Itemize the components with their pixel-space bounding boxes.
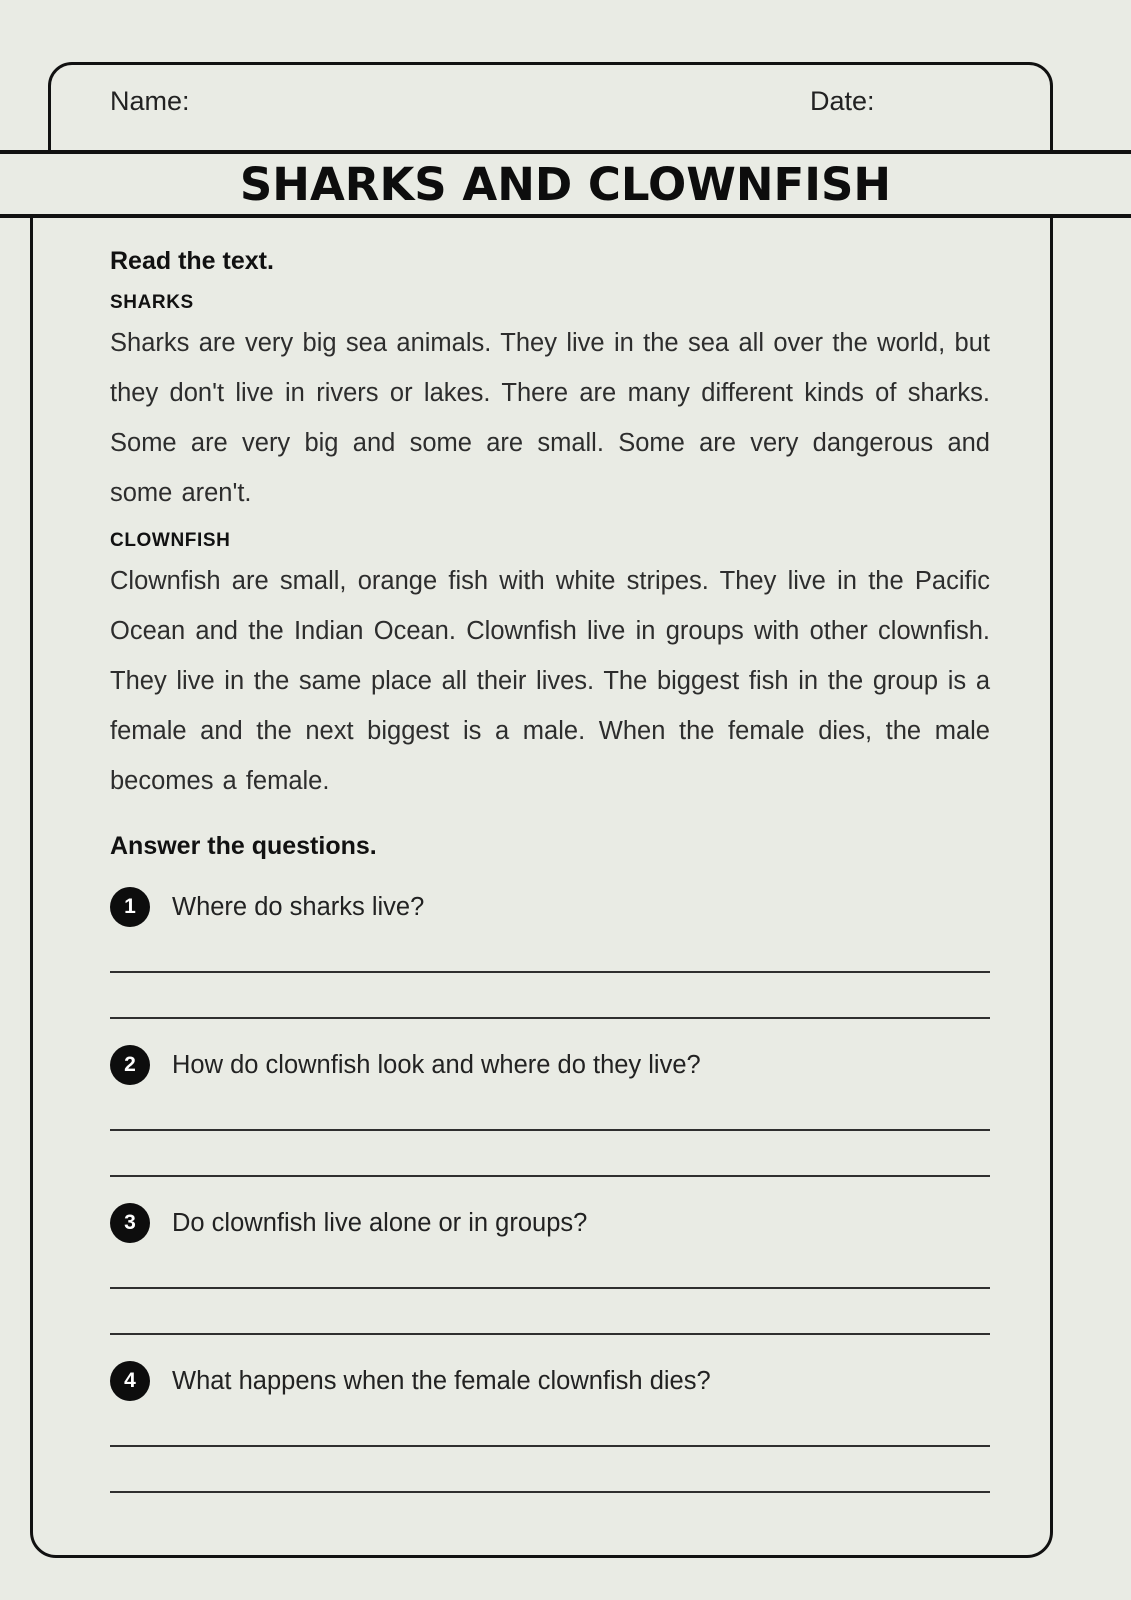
question-text: Do clownfish live alone or in groups?	[172, 1208, 588, 1237]
clownfish-paragraph: Clownfish are small, orange fish with white stripes. They live in the Pacific Ocean and the Indian Ocean. Clownfish live in groups with other clownfish. They live in the same place all their lives. The biggest fish in the group is a female and the next biggest is a male. When the female dies, the male becomes a female.	[110, 567, 990, 795]
question-block-1	[110, 887, 990, 1019]
question-block-4	[110, 1361, 990, 1493]
question-text: What happens when the female clownfish dies?	[172, 1366, 711, 1395]
answer-line	[110, 1447, 990, 1493]
read-instruction: Read the text.	[110, 247, 274, 275]
answer-line	[110, 1085, 990, 1131]
question-number-badge: 4	[110, 1361, 150, 1401]
sharks-paragraph: Sharks are very big sea animals. They live in the sea all over the world, but they don't live in rivers or lakes. There are many different kinds of sharks. Some are very big and some are small. Some are very dangerous and some aren't.	[110, 329, 990, 507]
section-heading-clownfish: CLOWNFISH	[110, 530, 231, 551]
answer-line	[110, 1131, 990, 1177]
answer-line	[110, 1289, 990, 1335]
answer-line	[110, 1401, 990, 1447]
answer-line	[110, 973, 990, 1019]
section-heading-sharks: SHARKS	[110, 292, 194, 313]
question-text: How do clownfish look and where do they live?	[172, 1050, 701, 1079]
question-number-badge: 2	[110, 1045, 150, 1085]
page-title: SHARKS AND CLOWNFISH	[239, 157, 892, 211]
answer-line	[110, 1243, 990, 1289]
answer-line	[110, 927, 990, 973]
question-block-3	[110, 1203, 990, 1335]
question-row	[110, 1045, 990, 1085]
question-number-badge: 3	[110, 1203, 150, 1243]
question-number-badge: 1	[110, 887, 150, 927]
question-row	[110, 1203, 990, 1243]
question-row	[110, 1361, 990, 1401]
worksheet-body-box	[30, 157, 1053, 1558]
date-label: Date:	[810, 86, 875, 116]
title-banner	[0, 150, 1131, 218]
answer-instruction: Answer the questions.	[110, 832, 377, 860]
question-row	[110, 887, 990, 927]
worksheet-content	[33, 221, 1050, 1493]
question-block-2	[110, 1045, 990, 1177]
question-text: Where do sharks live?	[172, 892, 425, 921]
name-label: Name:	[110, 86, 190, 116]
